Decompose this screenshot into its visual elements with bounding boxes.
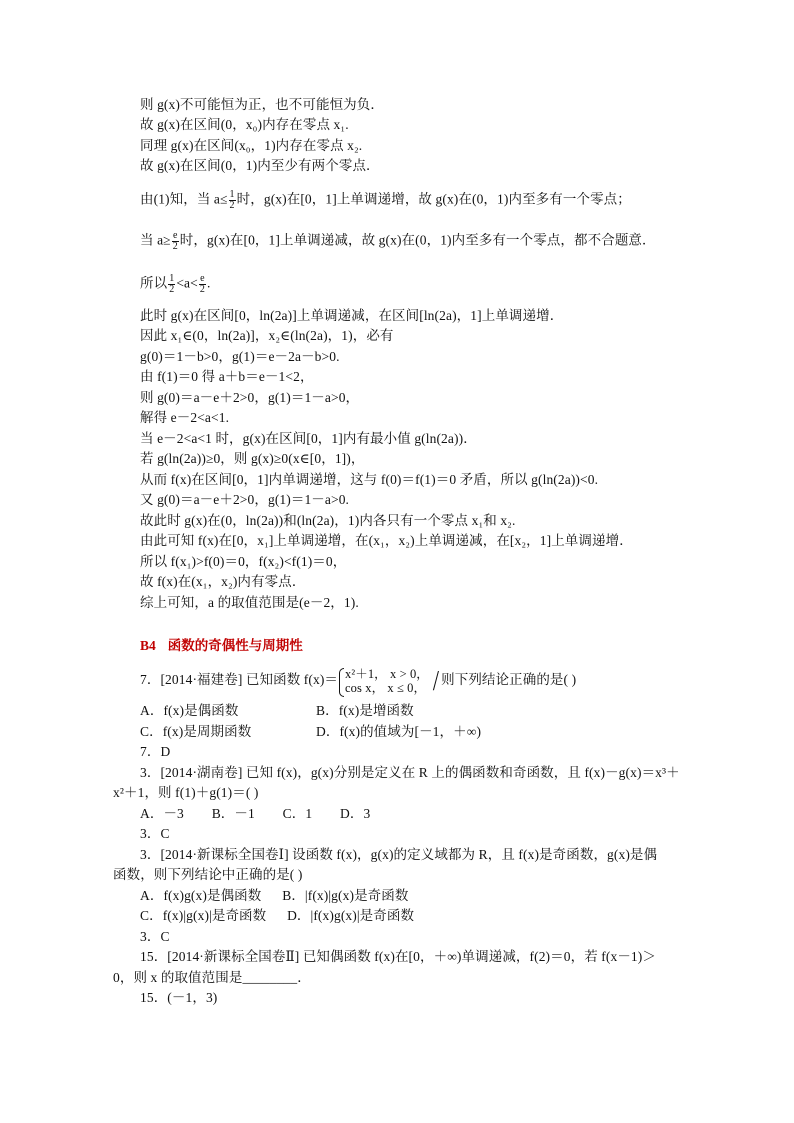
proof-line: 若 g(ln(2a))≥0，则 g(x)≥0(x∈[0，1])， bbox=[140, 451, 365, 466]
fraction-denominator: 2 bbox=[199, 284, 205, 295]
option-b: B．f(x)是增函数 bbox=[316, 703, 414, 718]
text-segment: 则下列结论正确的是( ) bbox=[441, 672, 577, 687]
proof-line: 从而 f(x)在区间[0，1]内单调递增，这与 f(0)＝f(1)＝0 矛盾，所以 g(ln(2a))<0. bbox=[140, 472, 599, 487]
text-segment: 当 a≥ bbox=[140, 232, 171, 248]
proof-line: 因此 x₁∈(0，ln(2a)]，x₂∈(ln(2a)，1)，必有 bbox=[140, 328, 394, 343]
question-7-stem bbox=[140, 665, 576, 695]
answer-line: 7．D bbox=[140, 744, 171, 759]
option-d: D．f(x)的值域为[－1，＋∞) bbox=[316, 724, 482, 739]
piece-row: x²＋1， x > 0， bbox=[345, 666, 429, 681]
proof-line-fraction bbox=[140, 274, 210, 295]
answer-line: 3．C bbox=[140, 929, 170, 944]
option-row: A．f(x)g(x)是偶函数 B．|f(x)|g(x)是奇函数 bbox=[140, 888, 409, 903]
fraction-numerator: 1 bbox=[229, 189, 235, 200]
text-segment: 时，g(x)在[0，1]上单调递增，故 g(x)在(0，1)内至多有一个零点； bbox=[236, 191, 631, 207]
proof-line: 故 g(x)在区间(0，x₀)内存在零点 x₁. bbox=[140, 117, 349, 132]
proof-line: 综上可知，a 的取值范围是(e－2，1). bbox=[140, 595, 359, 610]
option-c: C．f(x)是周期函数 bbox=[140, 724, 252, 739]
proof-line: 当 e－2<a<1 时，g(x)在区间[0，1]内有最小值 g(ln(2a))． bbox=[140, 431, 477, 446]
fraction-denominator: 2 bbox=[169, 284, 175, 295]
answer-line: 15．(－1，3) bbox=[140, 990, 218, 1005]
question-line: 0，则 x 的取值范围是________． bbox=[113, 970, 311, 985]
proof-line: g(0)＝1－b>0，g(1)＝e－2a－b>0. bbox=[140, 349, 340, 364]
section-heading bbox=[140, 637, 303, 655]
option-a: A．f(x)是偶函数 bbox=[140, 703, 239, 718]
proof-line: 由 f(1)＝0 得 a＋b＝e－1<2， bbox=[140, 369, 314, 384]
question-line: x²＋1，则 f(1)＋g(1)＝( ) bbox=[113, 785, 259, 800]
proof-line: 又 g(0)＝a－e＋2>0，g(1)＝1－a>0. bbox=[140, 492, 350, 507]
proof-line-fraction bbox=[140, 190, 631, 211]
proof-line: 解得 e－2<a<1. bbox=[140, 410, 230, 425]
option-row: C．f(x)|g(x)|是奇函数 D．|f(x)g(x)|是奇函数 bbox=[140, 908, 415, 923]
question-line: 15．[2014·新课标全国卷Ⅱ] 已知偶函数 f(x)在[0，＋∞)单调递减，f(2)＝0，若 f(x－1)＞ bbox=[140, 949, 656, 964]
fraction-numerator: e bbox=[172, 230, 178, 241]
close-paren: / bbox=[432, 664, 440, 697]
proof-line: 所以 f(x₁)>f(0)＝0，f(x₂)<f(1)＝0， bbox=[140, 554, 347, 569]
fraction-numerator: e bbox=[200, 273, 205, 284]
text-segment: 所以 bbox=[140, 275, 168, 291]
text-segment: 时，g(x)在[0，1]上单调递减，故 g(x)在(0，1)内至多有一个零点，都不合题意． bbox=[179, 232, 656, 248]
left-brace bbox=[339, 668, 344, 697]
fraction bbox=[172, 231, 179, 252]
fraction-denominator: 2 bbox=[172, 241, 178, 252]
question-line: 3．[2014·新课标全国卷Ⅰ] 设函数 f(x)，g(x)的定义域都为 R，且 f(x)是奇函数，g(x)是偶 bbox=[140, 847, 658, 862]
option-row bbox=[140, 702, 414, 720]
fraction-numerator: 1 bbox=[169, 273, 175, 284]
answer-line: 3．C bbox=[140, 826, 170, 841]
text-segment: 由(1)知，当 a≤ bbox=[140, 191, 228, 207]
proof-line: 同理 g(x)在区间(x₀，1)内存在零点 x₂. bbox=[140, 138, 363, 153]
fraction bbox=[168, 274, 175, 295]
fraction bbox=[229, 190, 236, 211]
option-row: A．－3 B．－1 C．1 D．3 bbox=[140, 806, 371, 821]
option-row bbox=[140, 723, 482, 741]
proof-line: 故此时 g(x)在(0，ln(2a))和(ln(2a)，1)内各只有一个零点 x₁和 x₂. bbox=[140, 513, 516, 528]
section-code: B4 bbox=[140, 638, 156, 653]
question-line: 3．[2014·湖南卷] 已知 f(x)，g(x)分别是定义在 R 上的偶函数和奇函数，且 f(x)－g(x)＝x³＋ bbox=[140, 765, 680, 780]
fraction bbox=[199, 274, 206, 295]
section-title: 函数的奇偶性与周期性 bbox=[167, 638, 303, 653]
question-line: 函数，则下列结论中正确的是( ) bbox=[113, 867, 303, 882]
proof-line: 由此可知 f(x)在[0，x₁]上单调递增，在(x₁，x₂)上单调递减，在[x₂，1]上单调递增． bbox=[140, 533, 633, 548]
text-segment: <a< bbox=[176, 275, 198, 291]
proof-line: 则 g(x)不可能恒为正，也不可能恒为负． bbox=[140, 97, 384, 112]
text-segment: . bbox=[206, 275, 211, 291]
piecewise-function bbox=[339, 667, 429, 695]
proof-line: 则 g(0)＝a－e＋2>0，g(1)＝1－a>0， bbox=[140, 390, 360, 405]
fraction-denominator: 2 bbox=[229, 200, 235, 211]
proof-line: 故 f(x)在(x₁，x₂)内有零点． bbox=[140, 574, 306, 589]
proof-line-fraction bbox=[140, 231, 656, 252]
proof-line: 此时 g(x)在区间[0，ln(2a)]上单调递减，在区间[ln(2a)，1]上单调递增． bbox=[140, 308, 564, 323]
proof-line: 故 g(x)在区间(0，1)内至少有两个零点． bbox=[140, 158, 380, 173]
text-segment: 7．[2014·福建卷] 已知函数 f(x)＝ bbox=[140, 672, 339, 687]
piece-row: cos x， x ≤ 0， bbox=[345, 680, 427, 695]
